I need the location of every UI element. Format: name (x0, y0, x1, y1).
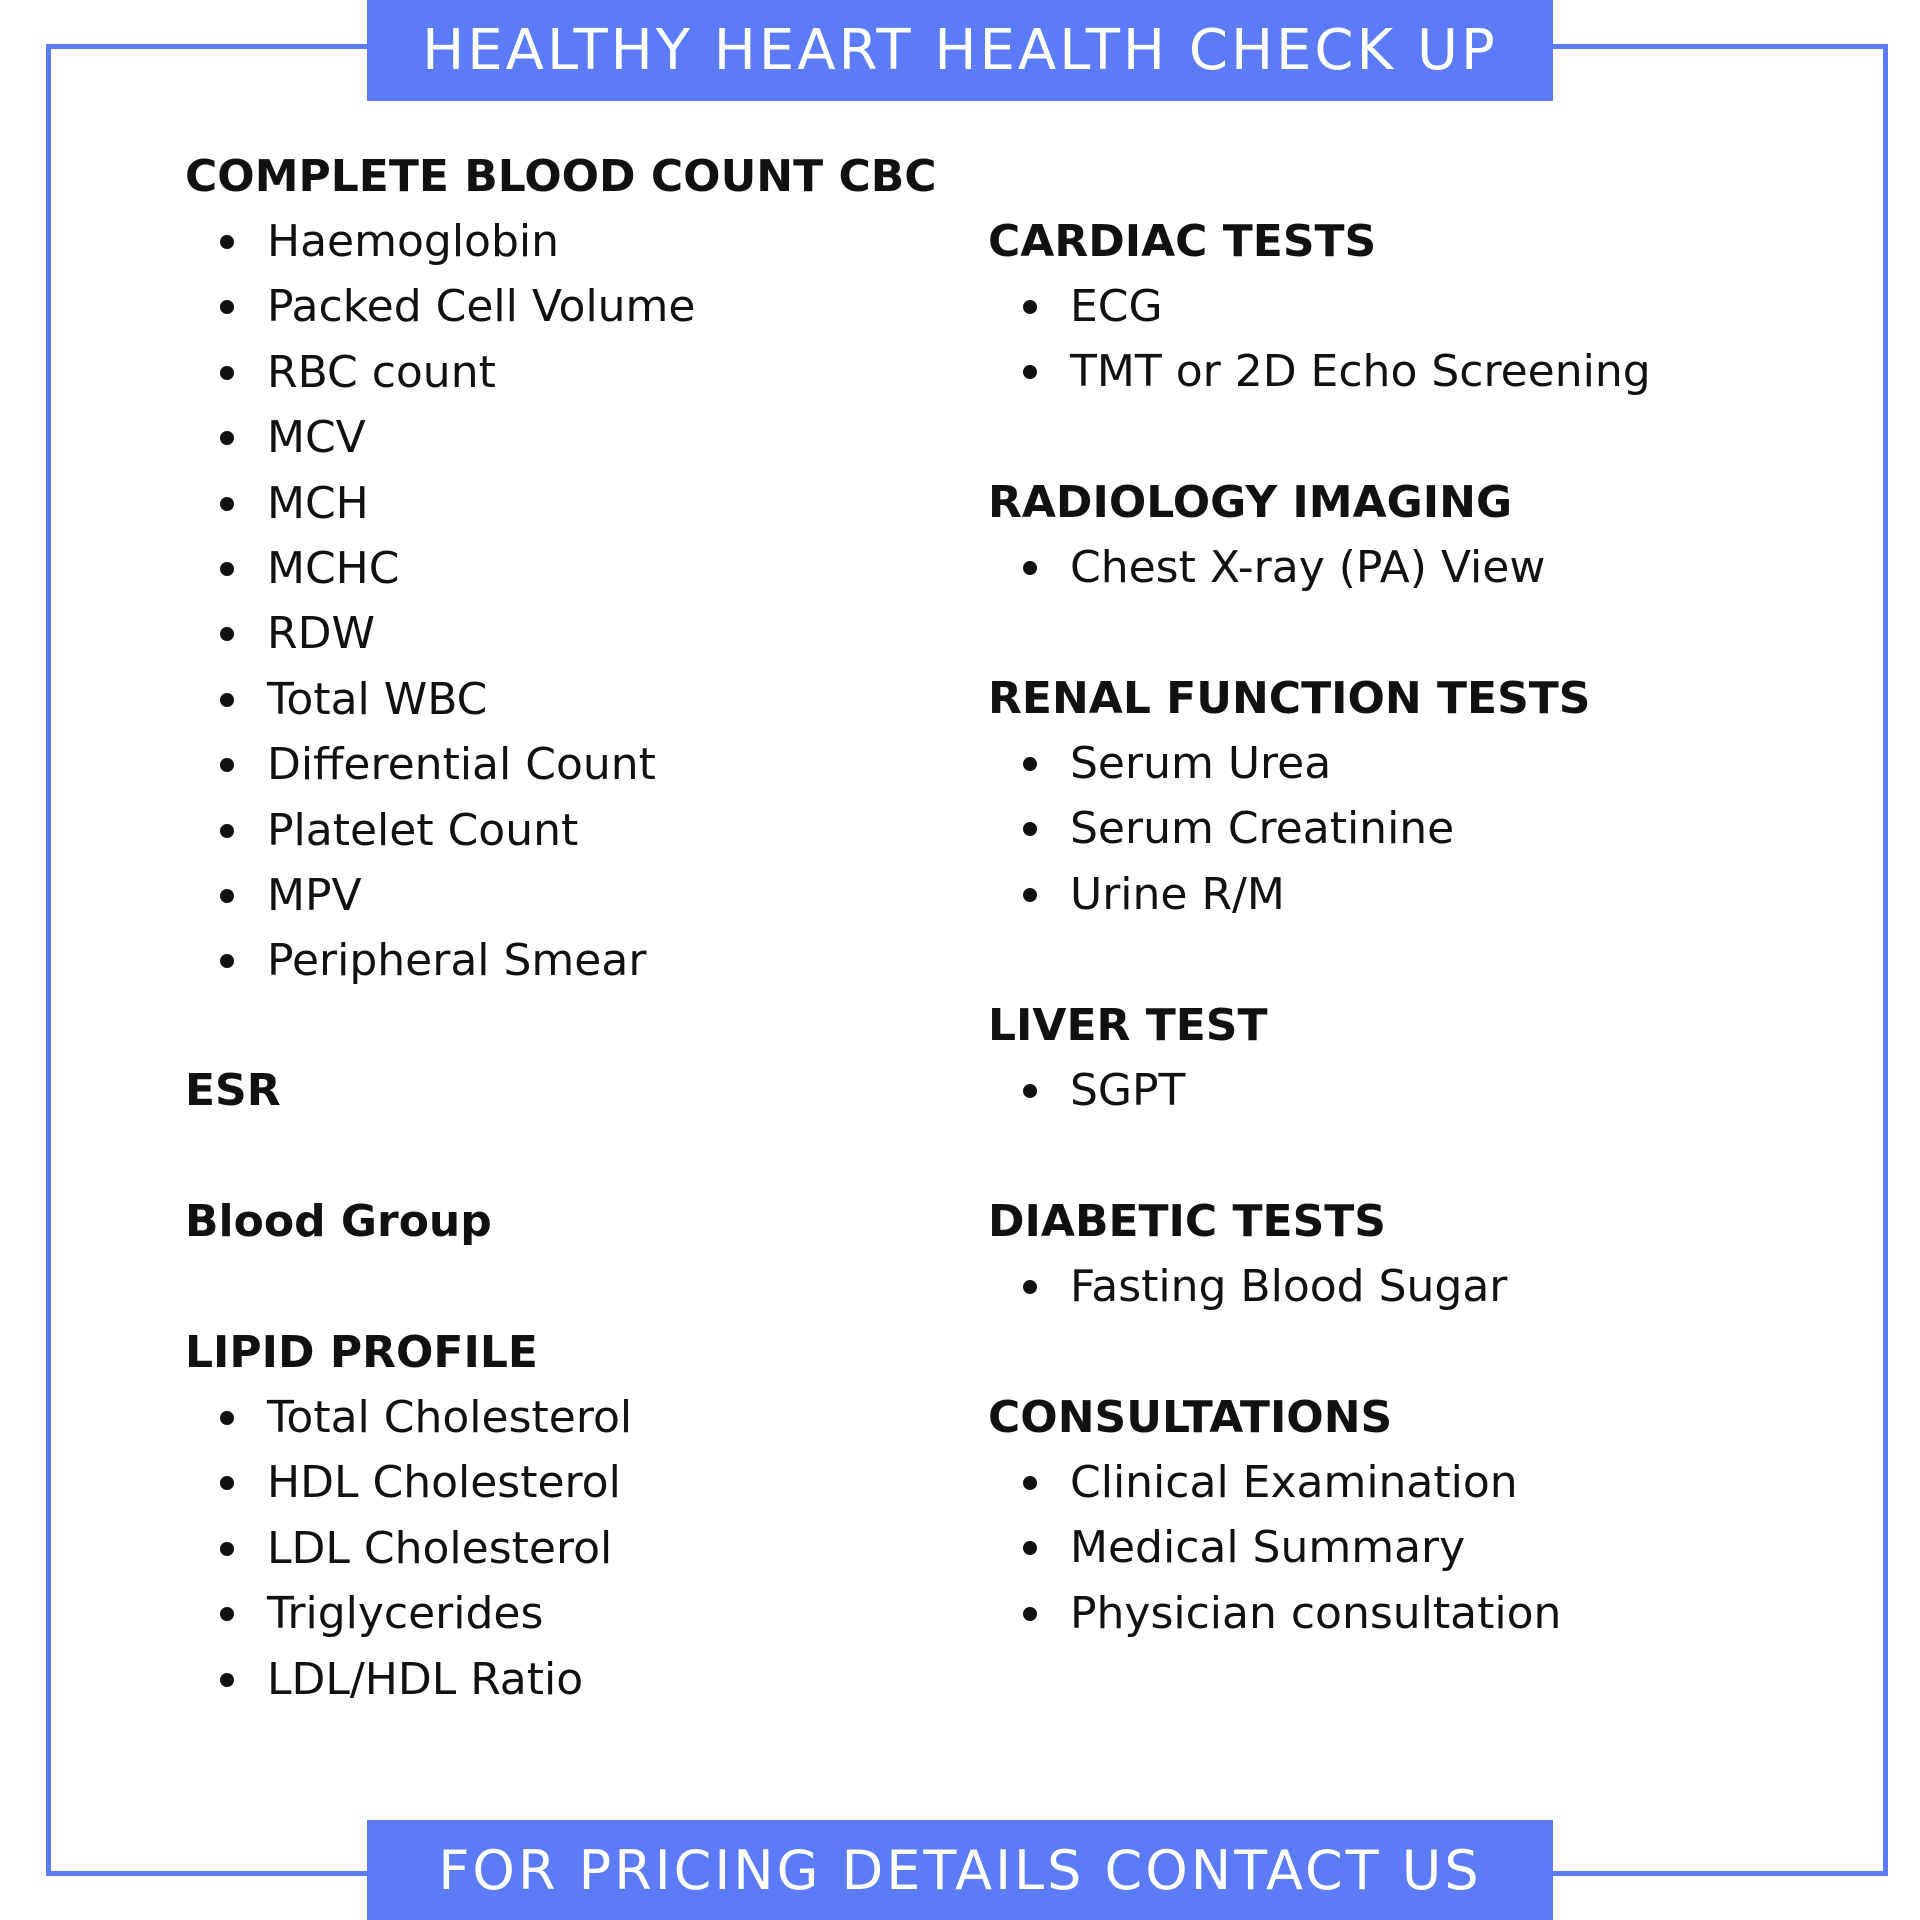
bullet-icon (1023, 757, 1037, 771)
list-item (185, 1647, 632, 1712)
list-item (988, 1450, 1561, 1515)
list-item (988, 862, 1590, 927)
bullet-icon (220, 1542, 234, 1556)
bullet-icon (220, 889, 234, 903)
list-item-label: RBC count (267, 346, 496, 398)
list-item (988, 1581, 1561, 1646)
bullet-icon (220, 431, 234, 445)
list-item-label: Packed Cell Volume (267, 281, 696, 333)
list-item (185, 732, 937, 797)
list-item (185, 1450, 632, 1515)
bullet-icon (220, 300, 234, 314)
list-item (988, 274, 1651, 339)
bullet-icon (220, 497, 234, 511)
list-item-label: Peripheral Smear (267, 935, 647, 987)
list-item-label: LDL Cholesterol (267, 1522, 613, 1574)
list-item (988, 731, 1590, 796)
bullet-icon (220, 1411, 234, 1425)
list-item (185, 667, 937, 732)
bullet-icon (1023, 365, 1037, 379)
list-item (185, 536, 937, 601)
list-item-label: ECG (1070, 281, 1163, 332)
section-diabetic-tests (988, 1189, 1507, 1319)
bullet-icon (1023, 1607, 1037, 1621)
list-item (185, 1516, 632, 1581)
section-heading-cardiac-tests: CARDIAC TESTS (988, 216, 1377, 267)
section-blood-group (185, 1189, 492, 1254)
bullet-icon (1023, 888, 1037, 902)
section-consultations (988, 1385, 1561, 1646)
list-item-label: MCH (267, 477, 369, 529)
section-esr (185, 1058, 281, 1123)
list-item-label: Differential Count (267, 739, 656, 791)
list-item-label: Urine R/M (1070, 868, 1285, 920)
list-item (185, 209, 937, 274)
list-item (185, 274, 937, 339)
bullet-icon (220, 693, 234, 707)
list-item (185, 928, 937, 993)
pricing-contact-banner: FOR PRICING DETAILS CONTACT US (367, 1820, 1553, 1920)
list-item-label: HDL Cholesterol (267, 1457, 621, 1509)
list-item-label: Fasting Blood Sugar (1070, 1261, 1508, 1312)
section-lipid-profile (185, 1320, 632, 1712)
bullet-icon (220, 1607, 234, 1621)
list-item-label: Physician consultation (1070, 1587, 1562, 1639)
list-item (988, 535, 1545, 600)
section-heading-radiology-imaging: RADIOLOGY IMAGING (988, 477, 1513, 528)
list-item (185, 1581, 632, 1646)
list-item-label: Serum Creatinine (1070, 803, 1455, 855)
bullet-icon (1023, 1280, 1037, 1294)
list-item (185, 1385, 632, 1450)
list-item-label: Medical Summary (1070, 1522, 1466, 1574)
list-item (185, 340, 937, 405)
bullet-icon (1023, 300, 1037, 314)
list-item-label: Total WBC (267, 673, 488, 725)
list-item (988, 1254, 1507, 1319)
list-item-label: MPV (267, 869, 362, 921)
list-item (185, 405, 937, 470)
bullet-icon (1023, 1476, 1037, 1490)
section-cardiac-tests (988, 209, 1651, 405)
bullet-icon (220, 824, 234, 838)
bullet-icon (220, 562, 234, 576)
section-heading-blood-group: Blood Group (185, 1196, 492, 1247)
bullet-icon (220, 627, 234, 641)
bullet-icon (1023, 561, 1037, 575)
section-heading-esr: ESR (185, 1065, 281, 1116)
list-item (988, 1515, 1561, 1580)
list-item-label: SGPT (1070, 1065, 1186, 1116)
list-item-label: Platelet Count (267, 804, 579, 856)
section-radiology-imaging (988, 470, 1545, 600)
list-item-label: LDL/HDL Ratio (267, 1653, 584, 1705)
list-item (988, 1058, 1268, 1123)
section-liver-test (988, 993, 1268, 1123)
section-heading-cbc: COMPLETE BLOOD COUNT CBC (185, 151, 937, 202)
list-item (185, 471, 937, 536)
list-item-label: Serum Urea (1070, 738, 1332, 789)
bullet-icon (220, 366, 234, 380)
list-item-label: MCHC (267, 542, 400, 594)
bullet-icon (1023, 822, 1037, 836)
list-item (185, 863, 937, 928)
section-heading-lipid-profile: LIPID PROFILE (185, 1327, 538, 1378)
bullet-icon (220, 758, 234, 772)
section-heading-consultations: CONSULTATIONS (988, 1392, 1393, 1443)
list-item-label: MCV (267, 412, 366, 464)
bullet-icon (1023, 1084, 1037, 1098)
list-item-label: Chest X-ray (PA) View (1070, 542, 1546, 593)
section-heading-renal-function-tests: RENAL FUNCTION TESTS (988, 673, 1591, 724)
list-item-label: Triglycerides (267, 1588, 544, 1640)
list-item-label: RDW (267, 608, 375, 660)
list-item-label: Total Cholesterol (267, 1392, 633, 1443)
page-title: HEALTHY HEART HEALTH CHECK UP (367, 0, 1553, 101)
section-heading-diabetic-tests: DIABETIC TESTS (988, 1196, 1386, 1247)
bullet-icon (1023, 1541, 1037, 1555)
list-item (988, 796, 1590, 861)
bullet-icon (220, 235, 234, 249)
list-item-label: Clinical Examination (1070, 1457, 1518, 1508)
bullet-icon (220, 954, 234, 968)
bullet-icon (220, 1673, 234, 1687)
section-renal-function-tests (988, 666, 1590, 927)
list-item (988, 339, 1651, 404)
section-cbc (185, 144, 937, 994)
list-item (185, 798, 937, 863)
list-item-label: Haemoglobin (267, 216, 560, 267)
bullet-icon (220, 1476, 234, 1490)
section-heading-liver-test: LIVER TEST (988, 1000, 1268, 1051)
list-item-label: TMT or 2D Echo Screening (1070, 346, 1651, 398)
list-item (185, 601, 937, 666)
